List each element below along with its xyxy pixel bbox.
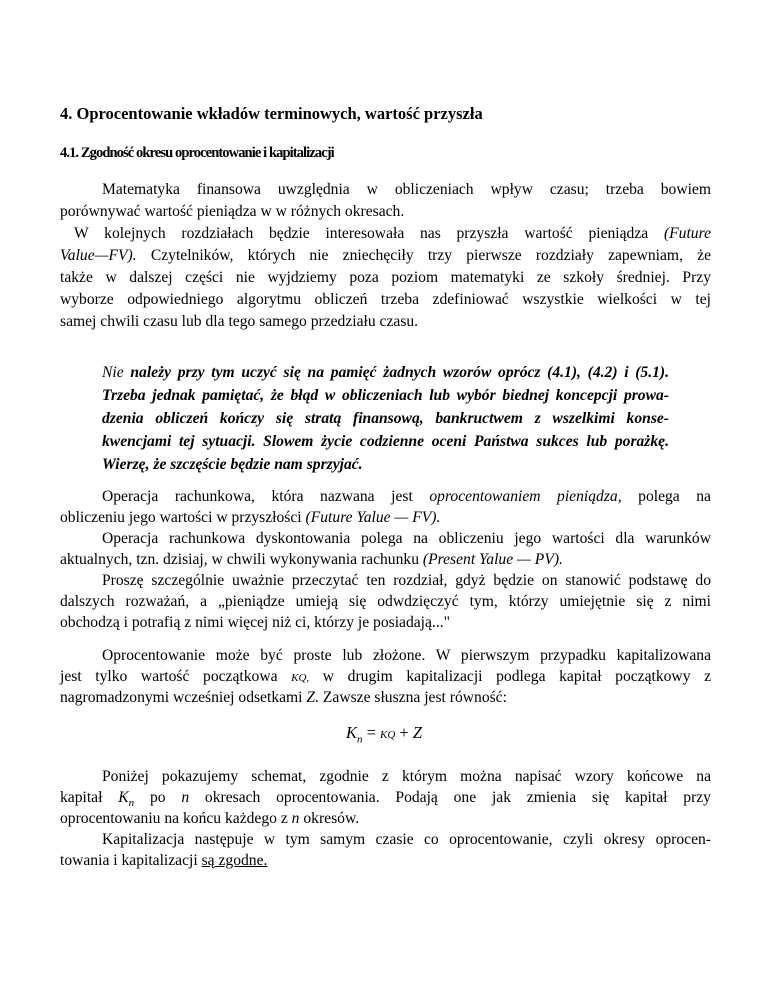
note-line-5: Wierzę, że szczęście będzie nam sprzyjać. <box>102 456 363 473</box>
section-heading: 4. Oprocentowanie wkładów terminowych, wartość przyszła <box>60 104 483 123</box>
paragraph-2-line-2: Value—FV). Czytelników, których nie zniechęciły trzy pierwsze rozdziały zapewniam, że <box>60 247 711 264</box>
paragraph-3-line-2: obliczeniu jego wartości w przyszłości (Future Yalue — FV). <box>60 509 441 526</box>
note-line-4: kwencjami tej sytuacji. Slowem życie codzienne oceni Państwa sukces lub porażkę. <box>102 433 669 450</box>
paragraph-1-line-1: Matematyka finansowa uwzględnia w obliczeniach wpływ czasu; trzeba bowiem <box>102 181 711 198</box>
paragraph-1-line-2: porównywać wartość pieniądza w w różnych okresach. <box>60 203 405 220</box>
subsection-heading: 4.1. Zgodność okresu oprocentowanie i kapitalizacji <box>60 145 334 161</box>
paragraph-2-line-5: samej chwili czasu lub dla tego samego przedziału czasu. <box>60 313 419 330</box>
paragraph-7-line-1: Poniżej pokazujemy schemat, zgodnie z którym można napisać wzory końcowe na <box>102 768 711 785</box>
paragraph-7-line-2: kapitał $K_n$ po n okresach oprocentowania. Podają one jak zmienia się kapitał przy <box>60 789 711 810</box>
paragraph-8-line-1: Kapitalizacja następuje w tym samym czasie co oprocentowanie, czyli okresy oprocen- <box>102 831 711 848</box>
paragraph-2-line-1: W kolejnych rozdziałach będzie interesowała nas przyszła wartość pieniądza (Future <box>74 225 711 242</box>
paragraph-4-line-1: Operacja rachunkowa dyskontowania polega na obliczeniu jego wartości dla warunków <box>102 530 711 547</box>
note-line-3: dzenia obliczeń kończy się stratą finansową, bankructwem z wszelkimi konse- <box>102 410 669 427</box>
paragraph-6-line-2: jest tylko wartość początkowa KQ, w drugim kapitalizacji podlega kapitał początkowy z <box>60 668 712 685</box>
paragraph-5-line-2: dalszych rozważań, a „pieniądze umieją się odwdzięczyć tym, którzy umiejętnie się z nimi <box>60 593 711 610</box>
paragraph-6-line-3: nagromadzonymi wcześniej odsetkami Z. Zawsze słuszna jest równość: <box>60 689 507 706</box>
note-line-1: Nie należy przy tym uczyć się na pamięć żadnych wzorów oprócz (4.1), (4.2) i (5.1). <box>102 364 669 381</box>
paragraph-2-line-3: także w dalszej części nie wyjdziemy poza poziom matematyki ze szkoły średniej. Przy <box>60 269 711 286</box>
paragraph-2-line-4: wyborze odpowiedniego algorytmu obliczeń trzeba zdefiniować wszystkie wielkości w tej <box>60 291 711 308</box>
paragraph-3-line-1: Operacja rachunkowa, która nazwana jest oprocentowaniem pieniądza, polega na <box>102 488 711 505</box>
formula: $K_n$ = KQ + Z <box>345 723 423 746</box>
paragraph-8-line-2: towania i kapitalizacji są zgodne. <box>60 852 268 869</box>
paragraph-4-line-2: aktualnych, tzn. dzisiaj, w chwili wykonywania rachunku (Present Yalue — PV). <box>60 551 563 568</box>
paragraph-6-line-1: Oprocentowanie może być proste lub złożone. W pierwszym przypadku kapitalizowana <box>102 647 711 664</box>
note-line-2: Trzeba jednak pamiętać, że błąd w obliczeniach lub wybór biednej koncepcji prowa- <box>102 387 669 404</box>
paragraph-5-line-3: obchodzą i potrafią z nimi więcej niż ci, którzy je posiadają..." <box>60 614 450 631</box>
paragraph-7-line-3: oprocentowaniu na końcu każdego z n okresów. <box>60 810 360 827</box>
paragraph-5-line-1: Proszę szczególnie uważnie przeczytać ten rozdział, gdyż będzie on stanowić podstawę do <box>102 572 711 589</box>
